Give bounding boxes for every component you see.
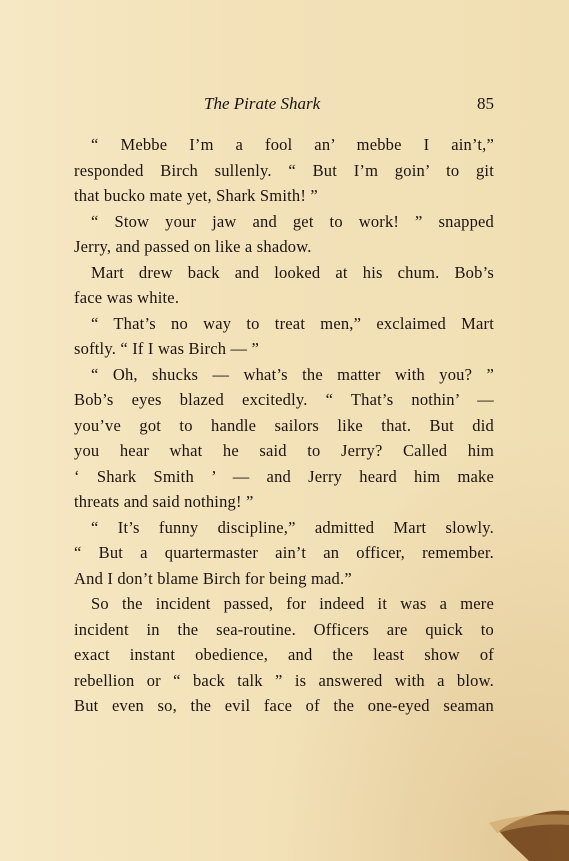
text-line: rebellion or “ back talk ” is answered with a blow.: [74, 670, 494, 690]
text-line: ‘ Shark Smith ’ — and Jerry heard him make: [74, 466, 494, 486]
text-line: responded Birch sullenly. “ But I’m goin’ to git: [74, 160, 494, 180]
text-line: Jerry, and passed on like a shadow.: [74, 237, 312, 256]
page-curl-shadow: [489, 791, 569, 861]
text-line: exact instant obedience, and the least show of: [74, 645, 494, 664]
text-line: “ Stow your jaw and get to work! ” snapped: [91, 211, 494, 231]
text-line: But even so, the evil face of the one-eyed seaman: [74, 696, 494, 715]
text-line: you’ve got to handle sailors like that. But did: [74, 415, 494, 435]
text-line: “ Oh, shucks — what’s the matter with you? ”: [91, 364, 494, 384]
text-line: And I don’t blame Birch for being mad.”: [74, 568, 352, 588]
page-number: 85: [477, 94, 494, 113]
text-line: “ Mebbe I’m a fool an’ mebbe I ain’t,”: [91, 135, 494, 154]
text-line: “ That’s no way to treat men,” exclaimed Mart: [91, 313, 494, 333]
text-line: Mart drew back and looked at his chum. Bob’s: [91, 262, 494, 282]
page-header: [74, 94, 494, 116]
text-line: threats and said nothing! ”: [74, 492, 254, 511]
text-line: face was white.: [74, 288, 180, 307]
running-title: The Pirate Shark: [204, 94, 321, 113]
text-line: So the incident passed, for indeed it was a mere: [91, 594, 494, 613]
text-line: “ It’s funny discipline,” admitted Mart slowly.: [91, 517, 494, 537]
body-text: [74, 132, 494, 719]
text-line: softly. “ If I was Birch — ”: [74, 339, 260, 358]
text-line: Bob’s eyes blazed excitedly. “ That’s nothin’ —: [74, 390, 494, 409]
text-line: incident in the sea-routine. Officers are quick to: [74, 619, 494, 639]
text-line: you hear what he said to Jerry? Called him: [74, 441, 494, 460]
text-line: “ But a quartermaster ain’t an officer, remember.: [74, 543, 494, 562]
text-line: that bucko mate yet, Shark Smith! ”: [74, 186, 318, 205]
